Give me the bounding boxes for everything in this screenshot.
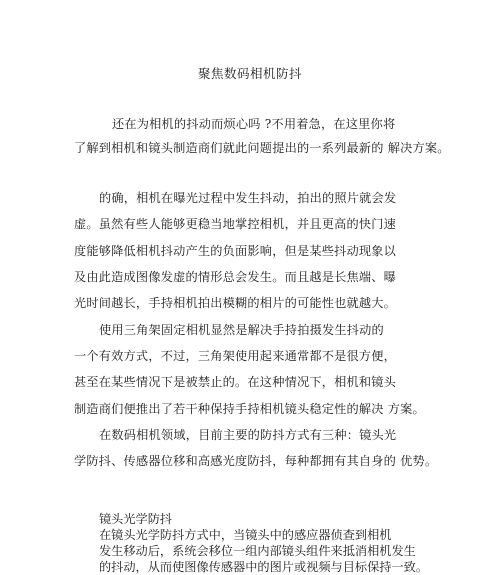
- paragraph2-line-3: 甚至在某些情况下是被禁止的。在这种情况下，相机和镜头: [74, 375, 397, 389]
- section-heading: 镜头光学防抖: [99, 512, 173, 526]
- document-title: 聚焦数码相机防抖: [197, 66, 302, 81]
- paragraph2-line-2: 一个有效方式，不过，三角架使用起来通常都不是很方便，: [74, 349, 397, 363]
- intro-line-1: 还在为相机的抖动而烦心吗 ?不用着急，在这里你将: [112, 117, 396, 131]
- paragraph1-line-4: 及由此造成图像发虚的情形总会发生。而且越是长焦端、曝: [74, 270, 397, 284]
- paragraph2-line-4: 制造商们便推出了若干种保持手持相机镜头稳定性的解决 方案。: [74, 402, 425, 416]
- paragraph3-line-1: 在数码相机领域，目前主要的防抖方式有三种：镜头光: [99, 428, 397, 442]
- paragraph1-line-1: 的确，相机在曝光过程中发生抖动，拍出的照片就会发: [99, 191, 397, 205]
- section-line-3: 的抖动，从而使图像传感器中的图片或视频与目标保持一致。: [99, 560, 429, 574]
- section-line-2: 发生移动后，系统会移位一组内部镜头组件来抵消相机发生: [99, 544, 416, 558]
- paragraph3-line-2: 学防抖、传感器位移和高感光度防抖，每种都拥有其自身的 优势。: [74, 454, 438, 468]
- paragraph1-line-3: 度能够降低相机抖动产生的负面影响，但是某些抖动现象以: [74, 244, 397, 258]
- intro-line-2: 了解到相机和镜头制造商们就此问题提出的一系列最新的 解决方案。: [74, 141, 450, 155]
- paragraph2-line-1: 使用三角架固定相机显然是解决手持拍摄发生抖动的: [99, 323, 384, 337]
- paragraph1-line-2: 虚。虽然有些人能够更稳当地掌控相机，并且更高的快门速: [74, 217, 397, 231]
- section-line-1: 在镜头光学防抖方式中，当镜头中的感应器侦查到相机: [99, 528, 392, 542]
- paragraph1-line-5: 光时间越长，手持相机拍出模糊的相片的可能性也就越大。: [74, 296, 397, 310]
